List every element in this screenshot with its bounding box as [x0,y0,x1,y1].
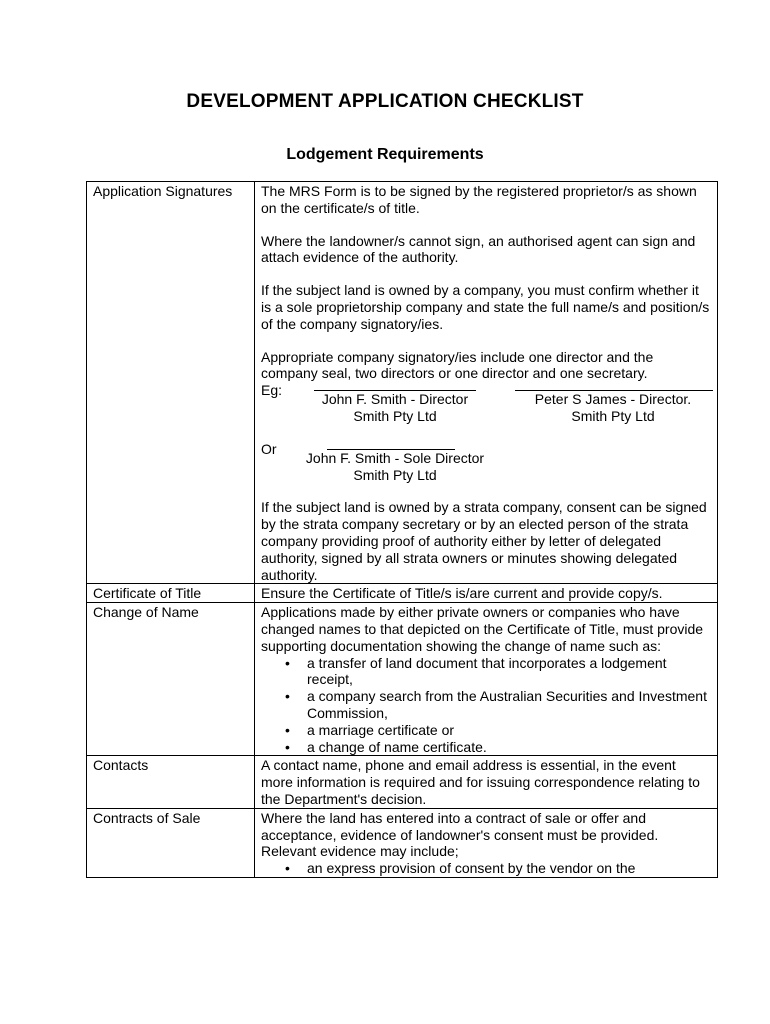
signature-block [297,382,493,425]
or-label: Or [261,440,277,457]
signature-example-row [261,382,711,425]
table-row [87,808,718,877]
row-label-certificate: Certificate of Title [87,584,255,603]
signature-block [515,382,711,425]
row-label-signatures: Application Signatures [87,182,255,584]
section-heading: Lodgement Requirements [286,146,484,163]
paragraph: Applications made by either private owners or companies who have changed names to that depicted on the Certificate of Title, must provide supporting documentation showing the change of name such as: [261,604,704,654]
bullet-list [261,860,711,877]
bullet-list [261,655,711,756]
row-content-change-of-name [255,603,718,756]
paragraph: If the subject land is owned by a strata company, consent can be signed by the strata company secretary or by an elected person of the strata company providing proof of authority either by letter of delegated authority, signed by all strata owners or minutes showing delegated authority. [261,499,707,583]
table-row [87,584,718,603]
signatory-name: Peter S James - Director. [534,391,692,408]
signature-line [515,382,713,391]
signatory-company: Smith Pty Ltd [571,407,655,424]
list-item: • a transfer of land document that incorporates a lodgement receipt, [307,655,711,689]
row-content-contacts: A contact name, phone and email address is essential, in the event more information is required and for issuing correspondence relating to the Department's decision. [255,756,718,808]
signature-block [297,441,493,484]
paragraph: Where the landowner/s cannot sign, an authorised agent can sign and attach evidence of the authority. [261,232,696,266]
table-row [87,603,718,756]
document-title: DEVELOPMENT APPLICATION CHECKLIST [186,91,584,112]
table-row [87,182,718,584]
table-row [87,756,718,808]
list-item: • a marriage certificate or [307,722,711,739]
list-item: • a company search from the Australian Securities and Investment Commission, [307,688,711,722]
signature-example-row [261,441,711,484]
row-content-signatures [255,182,718,584]
row-label-change-of-name: Change of Name [87,603,255,756]
row-label-contracts: Contracts of Sale [87,808,255,877]
eg-label: Eg: [261,382,283,399]
paragraph: If the subject land is owned by a company, you must confirm whether it is a sole proprietorship company and state the full name/s and position/s of the company signatory/ies. [261,282,710,332]
signature-line [314,382,476,391]
paragraph: The MRS Form is to be signed by the registered proprietor/s as shown on the certificate/s of title. [261,183,697,216]
signatory-company: Smith Pty Ltd [353,466,437,483]
paragraph: Where the land has entered into a contract of sale or offer and acceptance, evidence of landowner's consent must be provided. Relevant evidence may include; [261,809,659,860]
signature-line [327,441,455,450]
signatory-name: John F. Smith - Sole Director [305,449,485,466]
row-label-contacts: Contacts [87,756,255,808]
checklist-table [86,181,718,878]
signatory-company: Smith Pty Ltd [353,407,437,424]
row-content-contracts [255,808,718,877]
paragraph: Appropriate company signatory/ies include one director and the company seal, two directors or one director and one secretary. [261,348,654,382]
list-item: • a change of name certificate. [307,739,711,756]
list-item: • an express provision of consent by the vendor on the [307,860,711,877]
signatory-name: John F. Smith - Director [321,391,469,408]
row-content-certificate: Ensure the Certificate of Title/s is/are current and provide copy/s. [255,584,718,603]
